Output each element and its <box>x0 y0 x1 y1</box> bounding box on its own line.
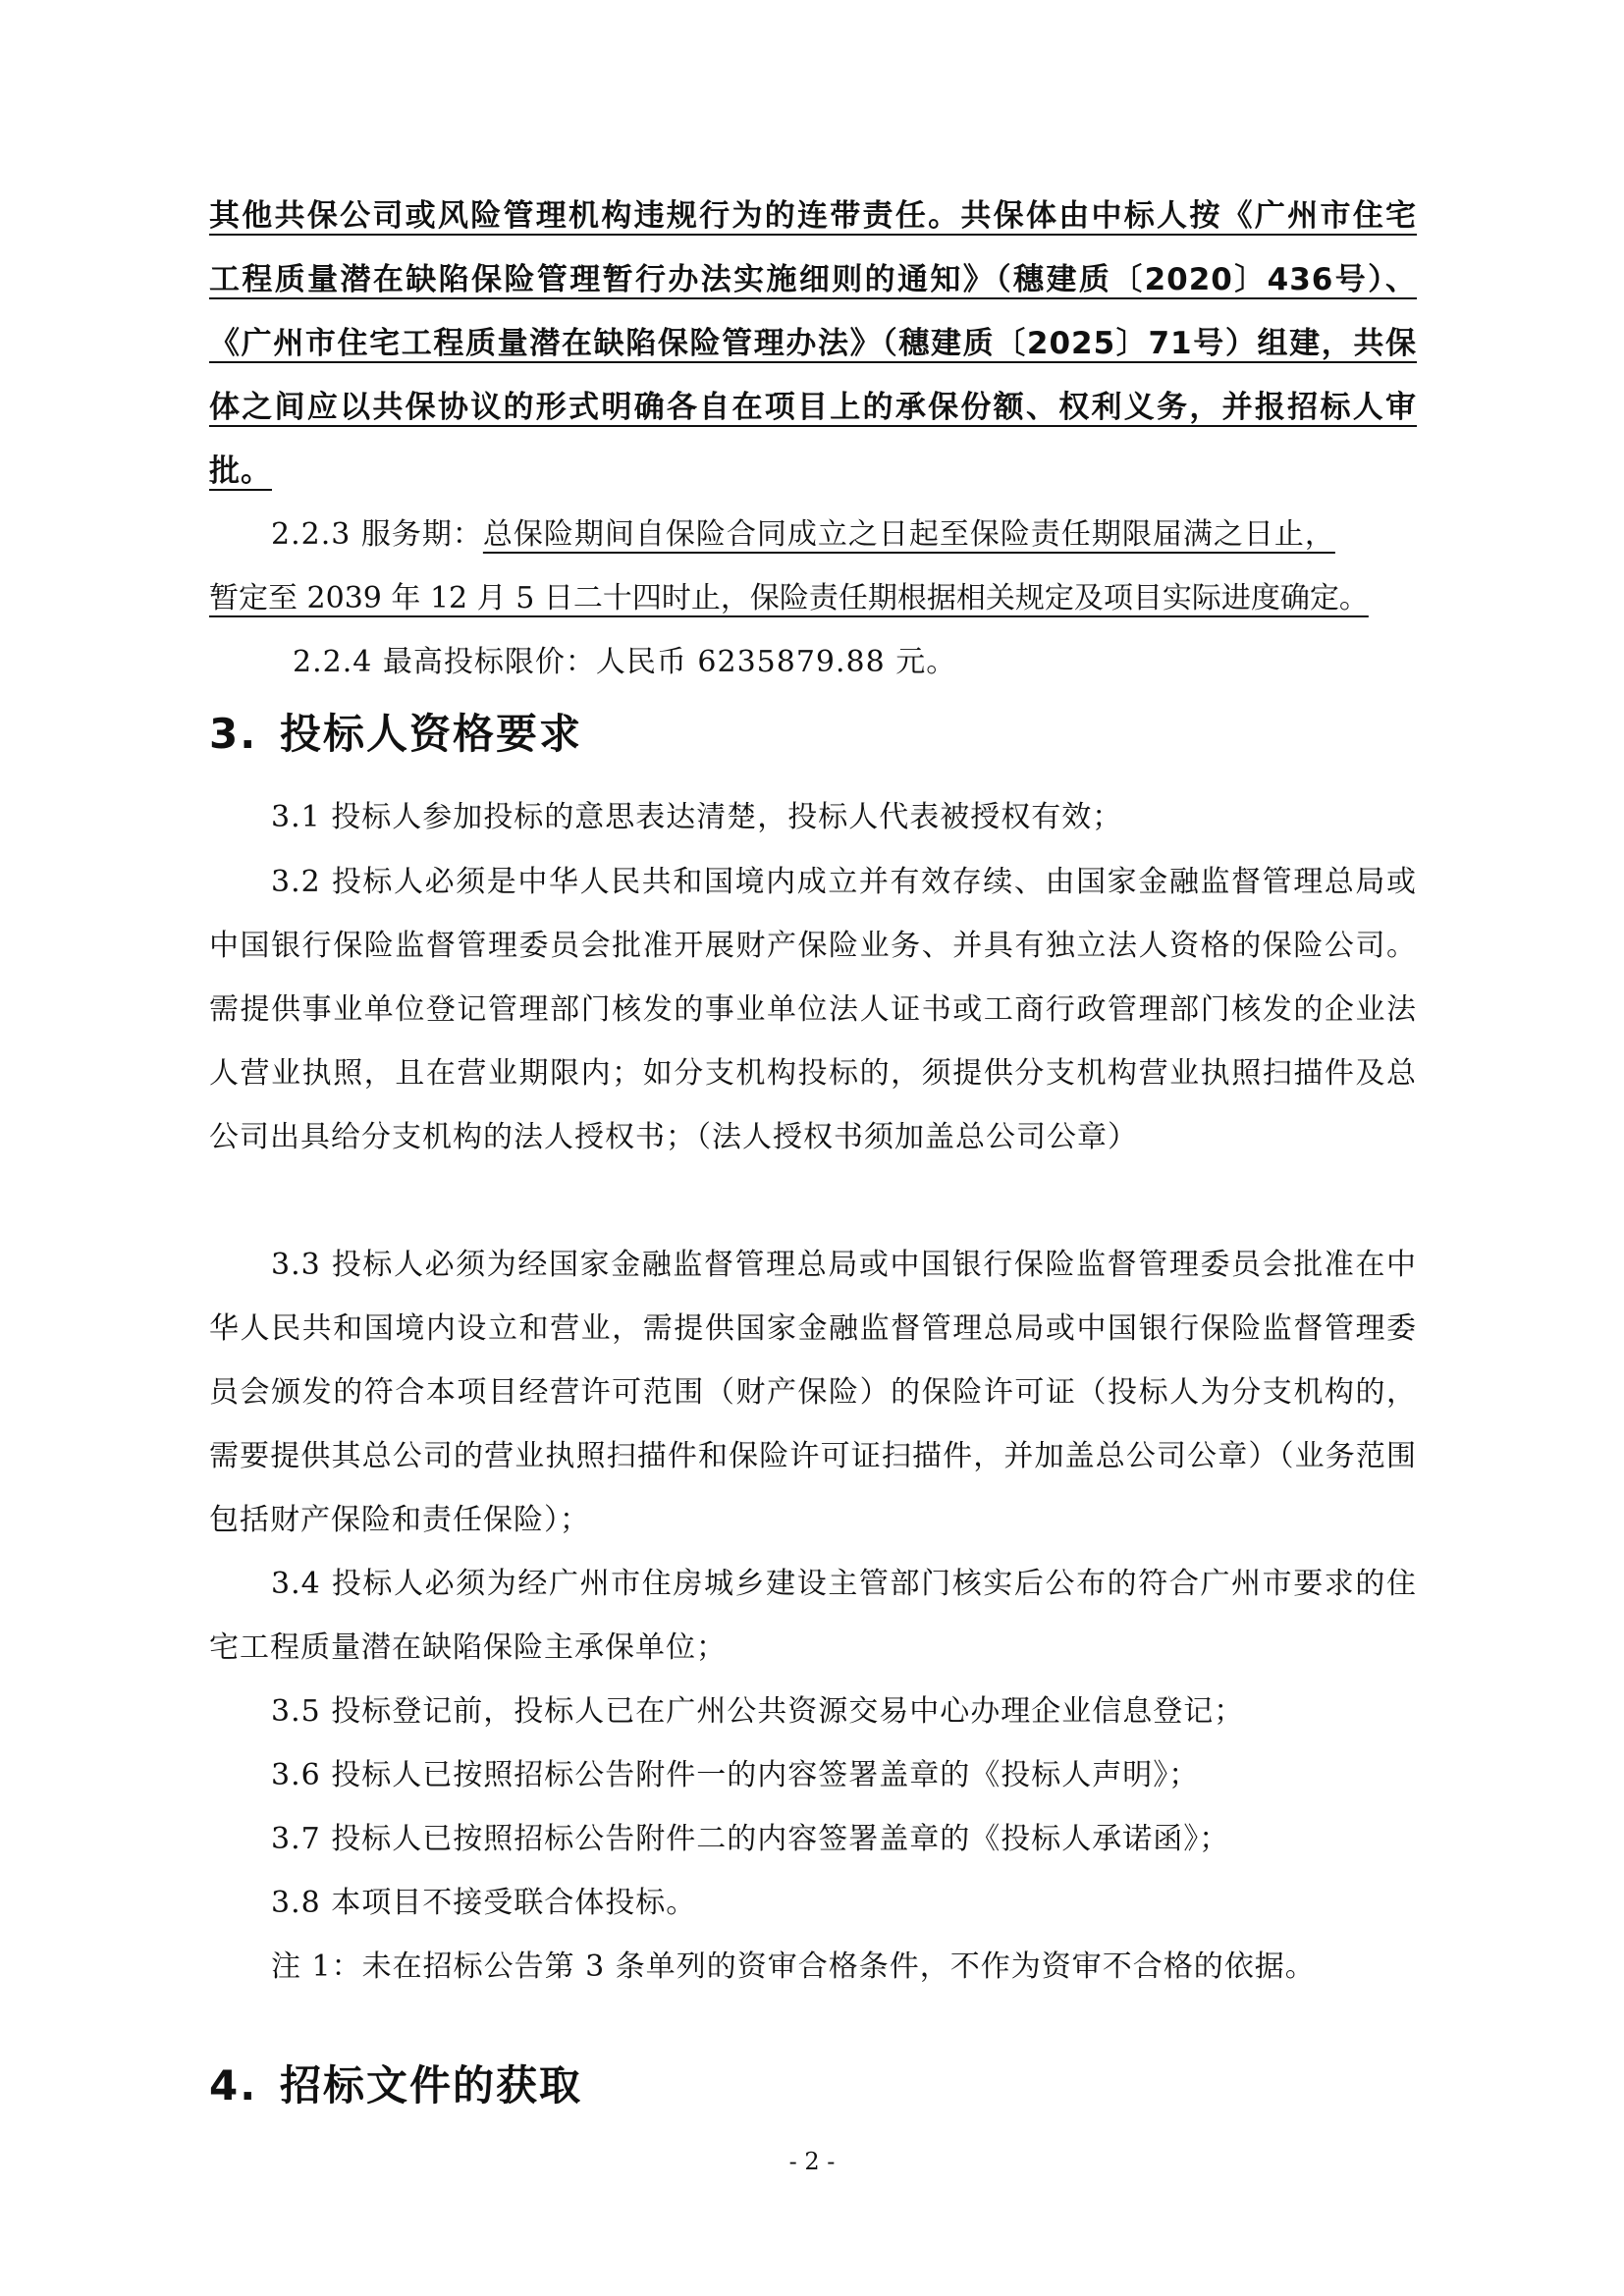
qualification-item: 3.4 投标人必须为经广州市住房城乡建设主管部门核实后公布的符合广州市要求的住宅工程质量潜在缺陷保险主承保单位； <box>209 1567 1417 1665</box>
section-4-number: 4. <box>209 2061 258 2109</box>
qualification-item: 3.5 投标登记前，投标人已在广州公共资源交易中心办理企业信息登记； <box>271 1694 1245 1729</box>
qualification-item: 3.8 本项目不接受联合体投标。 <box>271 1886 697 1920</box>
paragraph-line: 批。 <box>209 454 272 489</box>
section-3-title: 投标人资格要求 <box>280 710 583 758</box>
service-period-item-cont <box>209 566 1417 630</box>
section-3-number: 3. <box>209 710 258 758</box>
qualification-item: 3.6 投标人已按照招标公告附件一的内容签署盖章的《投标人声明》； <box>271 1758 1200 1792</box>
section-4-title: 招标文件的获取 <box>280 2061 583 2109</box>
joint-insurance-paragraph <box>209 185 1417 504</box>
paragraph-line: 《广州市住宅工程质量潜在缺陷保险管理办法》（穗建质〔2025〕71号）组建，共保 <box>209 326 1417 361</box>
service-period-item <box>271 503 1417 566</box>
service-period-label: 2.2.3 服务期： <box>271 517 483 552</box>
qualification-item: 3.3 投标人必须为经国家金融监督管理总局或中国银行保险监督管理委员会批准在中华人民共和国境内设立和营业，需提供国家金融监督管理总局或中国银行保险监督管理委员会颁发的符合本项目经营许可范围（财产保险）的保险许可证（投标人为分支机构的，需要提供其总公司的营业执照扫描件和保险许可证扫描件，并加盖总公司公章）（业务范围包括财产保险和责任保险）； <box>209 1248 1417 1537</box>
max-bid-limit-item: 2.2.4 最高投标限价：人民币 6235879.88 元。 <box>293 645 957 679</box>
paragraph-line: 体之间应以共保协议的形式明确各自在项目上的承保份额、权利义务，并报招标人审 <box>209 390 1417 425</box>
qualification-note: 注 1：未在招标公告第 3 条单列的资审合格条件，不作为资审不合格的依据。 <box>271 1949 1316 1984</box>
paragraph-line: 工程质量潜在缺陷保险管理暂行办法实施细则的通知》（穗建质〔2020〕436号）、 <box>209 262 1417 297</box>
qualification-item: 3.2 投标人必须是中华人民共和国境内成立并有效存续、由国家金融监督管理总局或中国银行保险监督管理委员会批准开展财产保险业务、并具有独立法人资格的保险公司。需提供事业单位登记管理部门核发的事业单位法人证书或工商行政管理部门核发的企业法人营业执照，且在营业期限内；如分支机构投标的，须提供分支机构营业执照扫描件及总公司出具给分支机构的法人授权书；（法人授权书须加盖总公司公章） <box>209 865 1417 1154</box>
service-period-text-cont: 暂定至 2039 年 12 月 5 日二十四时止，保险责任期根据相关规定及项目实际进度确定。 <box>209 581 1369 615</box>
qualification-item: 3.7 投标人已按照招标公告附件二的内容签署盖章的《投标人承诺函》； <box>271 1822 1230 1856</box>
section-4-heading <box>209 2054 582 2112</box>
section-3-heading <box>209 702 582 761</box>
paragraph-line: 其他共保公司或风险管理机构违规行为的连带责任。共保体由中标人按《广州市住宅 <box>209 198 1417 234</box>
service-period-text: 总保险期间自保险合同成立之日起至保险责任期限届满之日止， <box>482 517 1335 552</box>
qualification-item: 3.1 投标人参加投标的意思表达清楚，投标人代表被授权有效； <box>271 800 1123 834</box>
page-number: - 2 - <box>788 2148 836 2175</box>
